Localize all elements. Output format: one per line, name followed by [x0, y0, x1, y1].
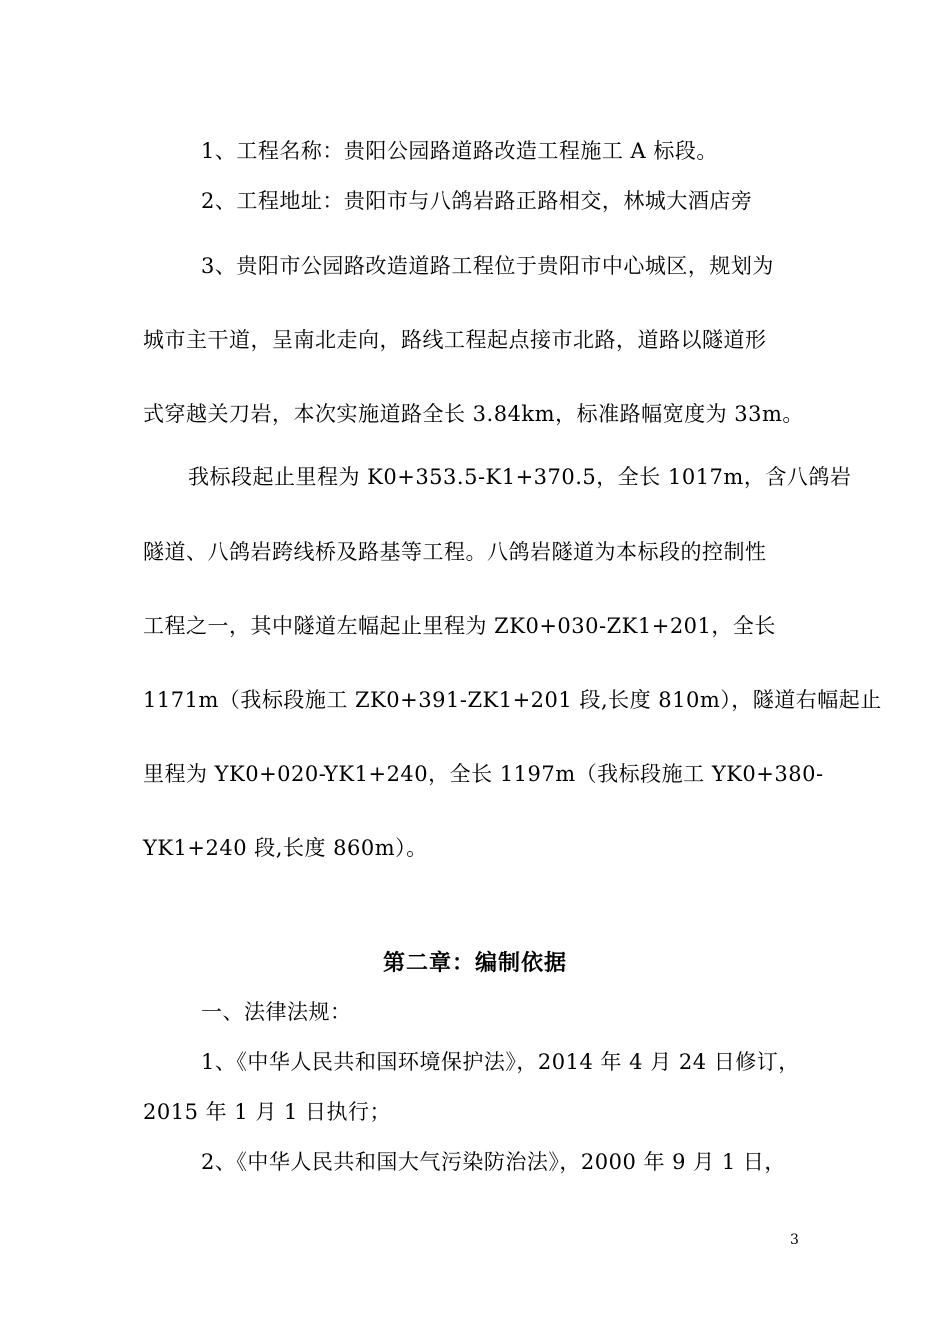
text-line: 2、工程地址：贵阳市与八鸽岩路正路相交，林城大酒店旁 [201, 189, 753, 213]
text-line: 1、《中华人民共和国环境保护法》，2014 年 4 月 24 日修订， [201, 1050, 800, 1074]
text-line: 2015 年 1 月 1 日执行； [143, 1100, 392, 1124]
chapter-heading: 第二章：编制依据 [382, 950, 567, 976]
text-line: 城市主干道，呈南北走向，路线工程起点接市北路，道路以隧道形 [143, 328, 767, 352]
text-line: 1171m（我标段施工 ZK0+391-ZK1+201 段,长度 810m），隧道右幅起止 [143, 688, 882, 712]
text-line: 里程为 YK0+020-YK1+240，全长 1197m（我标段施工 YK0+380- [143, 762, 824, 786]
text-line: 3、贵阳市公园路改造道路工程位于贵阳市中心城区，规划为 [201, 254, 774, 278]
text-line: 隧道、八鸽岩跨线桥及路基等工程。八鸽岩隧道为本标段的控制性 [143, 540, 767, 564]
text-line: 2、《中华人民共和国大气污染防治法》，2000 年 9 月 1 日， [201, 1150, 786, 1174]
text-line: 式穿越关刀岩，本次实施道路全长 3.84km，标准路幅宽度为 33m。 [143, 402, 804, 426]
page-number: 3 [790, 1232, 799, 1248]
text-line: YK1+240 段,长度 860m）。 [143, 836, 428, 860]
text-line: 我标段起止里程为 K0+353.5-K1+370.5，全长 1017m，含八鸽岩 [188, 465, 852, 489]
text-line: 1、工程名称：贵阳公园路道路改造工程施工 A 标段。 [201, 139, 718, 163]
text-line: 工程之一，其中隧道左幅起止里程为 ZK0+030-ZK1+201，全长 [143, 614, 776, 638]
section-heading: 一、法律法规： [201, 1000, 352, 1024]
